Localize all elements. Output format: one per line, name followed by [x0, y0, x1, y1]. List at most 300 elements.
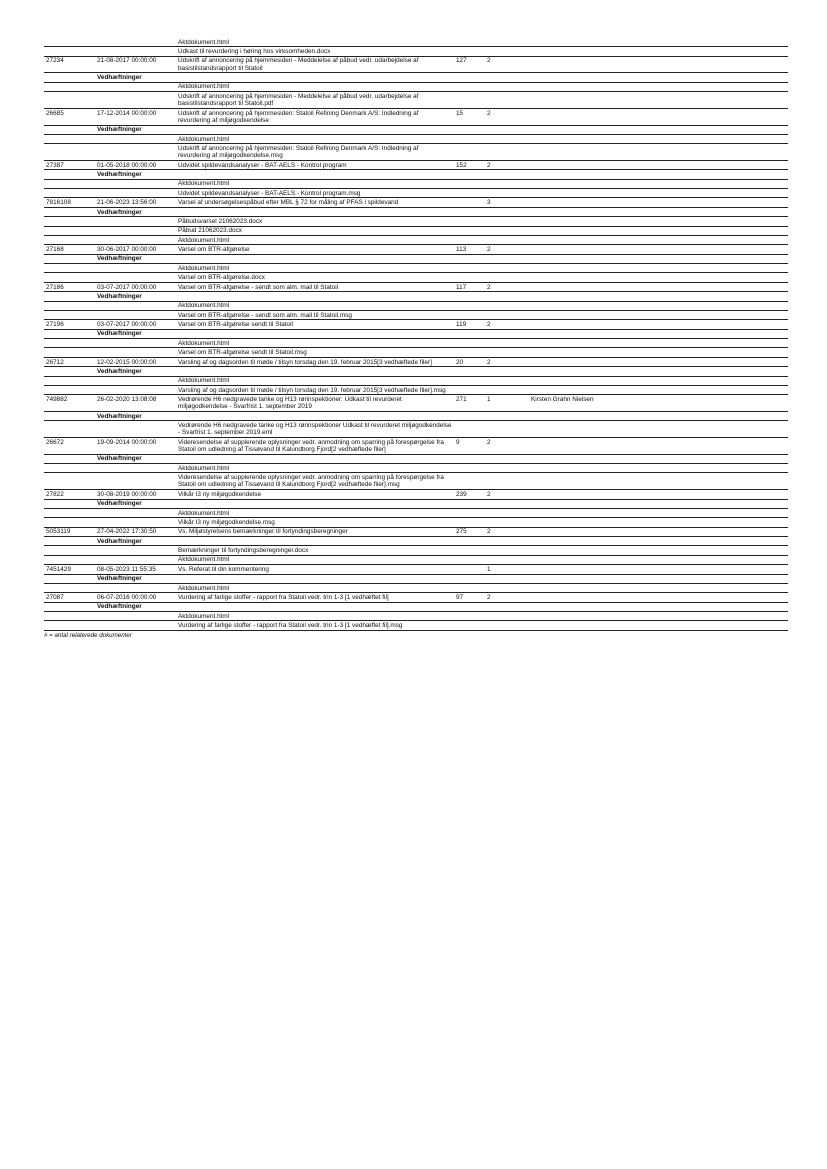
empty-cell: [44, 125, 95, 134]
empty-cell: [485, 411, 529, 420]
empty-cell: [44, 38, 95, 47]
empty-cell: [44, 421, 95, 438]
empty-cell: [44, 376, 95, 385]
attachment-row: [44, 134, 788, 143]
attachment-row: [44, 301, 788, 310]
record-date: 17-12-2014 00:00:00: [95, 108, 176, 125]
empty-cell: [176, 367, 454, 376]
empty-cell: [485, 38, 529, 47]
attachment-filename: Aktdokument.html: [176, 82, 454, 91]
empty-cell: [485, 47, 529, 56]
record-related-count: 2: [485, 108, 529, 125]
empty-cell: [454, 454, 485, 463]
empty-cell: [95, 339, 176, 348]
attachment-row: [44, 464, 788, 473]
empty-cell: [485, 499, 529, 508]
empty-cell: [95, 264, 176, 273]
footnote: # = antal relaterede dokumenter: [44, 631, 132, 639]
empty-cell: [485, 273, 529, 282]
empty-cell: [95, 179, 176, 188]
record-row: [44, 357, 788, 366]
record-date: 26-02-2020 13:08:08: [95, 395, 176, 412]
empty-cell: [485, 134, 529, 143]
empty-cell: [44, 217, 95, 226]
attachment-row: [44, 376, 788, 385]
record-row: [44, 565, 788, 574]
empty-cell: [529, 144, 788, 161]
record-id: 7816108: [44, 198, 95, 207]
empty-cell: [529, 339, 788, 348]
empty-cell: [529, 612, 788, 621]
attachment-filename: Vurdering af farlige stoffer - rapport fra Statoil vedr. trin 1-3 [1 vedhæftet fil].msg: [176, 621, 454, 630]
attachment-filename: Aktdokument.html: [176, 583, 454, 592]
record-title: Udskrift af annoncering på hjemmesiden - Meddelelse af påbud vedr. udarbejdelse af basistilstandsrapport til Statoil: [176, 56, 454, 73]
record-person: [529, 108, 788, 125]
attachments-header: Vedhæftninger: [95, 602, 176, 611]
record-date: 21-08-2017 00:00:00: [95, 56, 176, 73]
record-person: [529, 282, 788, 291]
empty-cell: [44, 144, 95, 161]
record-date: 06-07-2016 00:00:00: [95, 593, 176, 602]
record-id: 26672: [44, 438, 95, 455]
attachments-header-row: [44, 499, 788, 508]
attachments-header: Vedhæftninger: [95, 73, 176, 82]
empty-cell: [44, 367, 95, 376]
empty-cell: [454, 518, 485, 527]
record-title: Vurdering af farlige stoffer - rapport fra Statoil vedr. trin 1-3 [1 vedhæftet fil]: [176, 593, 454, 602]
empty-cell: [529, 537, 788, 546]
empty-cell: [95, 82, 176, 91]
record-date: 03-07-2017 00:00:00: [95, 320, 176, 329]
empty-cell: [529, 226, 788, 235]
attachment-row: [44, 518, 788, 527]
empty-cell: [529, 376, 788, 385]
record-id: 26712: [44, 357, 95, 366]
attachment-row: [44, 144, 788, 161]
empty-cell: [454, 499, 485, 508]
empty-cell: [529, 367, 788, 376]
empty-cell: [95, 226, 176, 235]
empty-cell: [44, 385, 95, 394]
attachments-header-row: [44, 602, 788, 611]
empty-cell: [44, 292, 95, 301]
empty-cell: [454, 602, 485, 611]
attachment-filename: Udskrift af annoncering på hjemmesiden - Meddelelse af påbud vedr. udarbejdelse af basistilstandsrapport til Statoil.pdf: [176, 92, 454, 109]
record-number: 239: [454, 490, 485, 499]
record-person: [529, 527, 788, 536]
empty-cell: [95, 508, 176, 517]
record-number: 117: [454, 282, 485, 291]
record-related-count: 3: [485, 198, 529, 207]
attachment-filename: Aktdokument.html: [176, 301, 454, 310]
empty-cell: [485, 518, 529, 527]
record-id: 27186: [44, 282, 95, 291]
empty-cell: [454, 217, 485, 226]
empty-cell: [529, 92, 788, 109]
record-id: 27234: [44, 56, 95, 73]
attachments-header-row: [44, 329, 788, 338]
attachment-filename: Varsel om BTR-afgørelse - sendt som alm. mail til Statoil.msg: [176, 310, 454, 319]
record-number: 119: [454, 320, 485, 329]
empty-cell: [529, 454, 788, 463]
record-title: Vedrørende H6 nedgravede tanke og H13 rørinspektioner: Udkast til revurderet miljøgodkendelse - Svarfrist 1. september 2019: [176, 395, 454, 412]
record-related-count: 2: [485, 282, 529, 291]
empty-cell: [485, 254, 529, 263]
empty-cell: [454, 508, 485, 517]
record-id: 27168: [44, 245, 95, 254]
empty-cell: [454, 207, 485, 216]
attachment-filename: Aktdokument.html: [176, 264, 454, 273]
record-number: 152: [454, 160, 485, 169]
record-number: 97: [454, 593, 485, 602]
empty-cell: [485, 292, 529, 301]
empty-cell: [529, 73, 788, 82]
empty-cell: [485, 144, 529, 161]
empty-cell: [454, 144, 485, 161]
empty-cell: [95, 144, 176, 161]
empty-cell: [485, 546, 529, 555]
attachment-filename: Videresendelse af supplerende oplysninger vedr. anmodning om sparring på forespørgelse fra Statoil om udledning af Tissøvand til Kalundborg Fjord[2 vedhæftede filer].msg: [176, 473, 454, 490]
attachments-header: Vedhæftninger: [95, 254, 176, 263]
attachment-filename: Påbudsvarsel 21062023.docx: [176, 217, 454, 226]
empty-cell: [485, 226, 529, 235]
record-number: [454, 565, 485, 574]
record-row: [44, 282, 788, 291]
empty-cell: [485, 207, 529, 216]
empty-cell: [95, 189, 176, 198]
attachment-filename: Aktdokument.html: [176, 555, 454, 564]
empty-cell: [485, 217, 529, 226]
record-row: [44, 593, 788, 602]
attachment-filename: Aktdokument.html: [176, 38, 454, 47]
empty-cell: [176, 207, 454, 216]
empty-cell: [529, 264, 788, 273]
record-person: [529, 198, 788, 207]
attachment-row: [44, 179, 788, 188]
empty-cell: [454, 38, 485, 47]
empty-cell: [44, 301, 95, 310]
attachment-row: [44, 385, 788, 394]
empty-cell: [95, 348, 176, 357]
record-date: 03-07-2017 00:00:00: [95, 282, 176, 291]
empty-cell: [95, 47, 176, 56]
record-date: 21-06-2023 13:56:00: [95, 198, 176, 207]
empty-cell: [529, 235, 788, 244]
attachment-row: [44, 38, 788, 47]
record-title: Vs. Miljøstyrelsens bemærkninger til fortyndingsberegninger: [176, 527, 454, 536]
empty-cell: [485, 301, 529, 310]
empty-cell: [44, 348, 95, 357]
empty-cell: [454, 574, 485, 583]
record-date: 27-04-2022 17:30:50: [95, 527, 176, 536]
record-number: 271: [454, 395, 485, 412]
document-page: [44, 38, 788, 639]
empty-cell: [485, 621, 529, 630]
empty-cell: [95, 473, 176, 490]
empty-cell: [454, 339, 485, 348]
record-row: [44, 108, 788, 125]
record-related-count: 2: [485, 438, 529, 455]
empty-cell: [44, 612, 95, 621]
empty-cell: [95, 273, 176, 282]
record-row: [44, 198, 788, 207]
empty-cell: [454, 82, 485, 91]
attachment-row: [44, 612, 788, 621]
empty-cell: [485, 473, 529, 490]
empty-cell: [529, 499, 788, 508]
empty-cell: [485, 367, 529, 376]
record-date: 12-02-2015 00:00:00: [95, 357, 176, 366]
record-person: [529, 490, 788, 499]
record-person: [529, 245, 788, 254]
record-title: Udvidet spildevandsanalyser - BAT-AELS - Kontrol program: [176, 160, 454, 169]
empty-cell: [529, 411, 788, 420]
empty-cell: [454, 179, 485, 188]
empty-cell: [454, 292, 485, 301]
attachments-header: Vedhæftninger: [95, 367, 176, 376]
attachment-filename: Aktdokument.html: [176, 339, 454, 348]
empty-cell: [529, 583, 788, 592]
attachments-header-row: [44, 367, 788, 376]
empty-cell: [44, 207, 95, 216]
empty-cell: [454, 537, 485, 546]
record-related-count: 2: [485, 56, 529, 73]
empty-cell: [44, 339, 95, 348]
empty-cell: [454, 254, 485, 263]
empty-cell: [529, 134, 788, 143]
empty-cell: [454, 621, 485, 630]
empty-cell: [44, 254, 95, 263]
record-person: Kirsten Grahn Nielsen: [529, 395, 788, 412]
record-number: 127: [454, 56, 485, 73]
record-related-count: 2: [485, 357, 529, 366]
attachment-row: [44, 189, 788, 198]
attachment-row: [44, 82, 788, 91]
empty-cell: [529, 473, 788, 490]
empty-cell: [176, 73, 454, 82]
record-title: Vilkår I3 ny miljøgodkendelse: [176, 490, 454, 499]
empty-cell: [529, 464, 788, 473]
empty-cell: [529, 421, 788, 438]
record-related-count: 2: [485, 490, 529, 499]
empty-cell: [44, 310, 95, 319]
empty-cell: [176, 254, 454, 263]
empty-cell: [44, 329, 95, 338]
attachment-filename: Varsling af og dagsorden til møde / tilsyn torsdag den 19. februar 2015[3 vedhæftede filer].msg: [176, 385, 454, 394]
attachment-filename: Varsel om BTR-afgørelse sendt til Statoil.msg: [176, 348, 454, 357]
attachments-header-row: [44, 207, 788, 216]
empty-cell: [95, 555, 176, 564]
empty-cell: [529, 602, 788, 611]
record-person: [529, 438, 788, 455]
record-id: 27196: [44, 320, 95, 329]
record-row: [44, 527, 788, 536]
empty-cell: [454, 47, 485, 56]
record-related-count: 2: [485, 527, 529, 536]
empty-cell: [44, 264, 95, 273]
record-number: 20: [454, 357, 485, 366]
empty-cell: [454, 473, 485, 490]
empty-cell: [529, 47, 788, 56]
attachment-row: [44, 92, 788, 109]
empty-cell: [44, 134, 95, 143]
empty-cell: [485, 421, 529, 438]
empty-cell: [95, 583, 176, 592]
attachment-row: [44, 339, 788, 348]
record-id: 27822: [44, 490, 95, 499]
empty-cell: [529, 179, 788, 188]
attachment-row: [44, 508, 788, 517]
record-id: 5053119: [44, 527, 95, 536]
attachment-row: [44, 348, 788, 357]
empty-cell: [454, 464, 485, 473]
attachment-row: [44, 473, 788, 490]
record-person: [529, 565, 788, 574]
empty-cell: [44, 273, 95, 282]
attachments-header-row: [44, 125, 788, 134]
attachments-header: Vedhæftninger: [95, 329, 176, 338]
record-title: Varsel om BTR-afgørelse - sendt som alm. mail til Statoil: [176, 282, 454, 291]
empty-cell: [454, 92, 485, 109]
attachment-filename: Aktdokument.html: [176, 612, 454, 621]
empty-cell: [454, 273, 485, 282]
empty-cell: [485, 555, 529, 564]
attachments-header: Vedhæftninger: [95, 411, 176, 420]
attachment-row: [44, 273, 788, 282]
empty-cell: [485, 170, 529, 179]
record-related-count: 2: [485, 320, 529, 329]
empty-cell: [95, 612, 176, 621]
empty-cell: [529, 310, 788, 319]
empty-cell: [95, 134, 176, 143]
record-date: 19-09-2014 00:00:00: [95, 438, 176, 455]
record-title: Videresendelse af supplerende oplysninger vedr. anmodning om sparring på forespørgelse fra Statoil om udledning af Tissøvand til Kalundborg Fjord[2 vedhæftede filer]: [176, 438, 454, 455]
record-id: 27087: [44, 593, 95, 602]
empty-cell: [176, 125, 454, 134]
empty-cell: [485, 339, 529, 348]
record-number: 9: [454, 438, 485, 455]
empty-cell: [95, 301, 176, 310]
attachments-header-row: [44, 411, 788, 420]
empty-cell: [95, 518, 176, 527]
record-person: [529, 56, 788, 73]
record-id: 26685: [44, 108, 95, 125]
empty-cell: [485, 537, 529, 546]
empty-cell: [95, 376, 176, 385]
record-id: 749882: [44, 395, 95, 412]
empty-cell: [454, 385, 485, 394]
record-number: 275: [454, 527, 485, 536]
attachment-row: [44, 226, 788, 235]
empty-cell: [485, 385, 529, 394]
attachments-header: Vedhæftninger: [95, 292, 176, 301]
empty-cell: [485, 189, 529, 198]
record-related-count: 2: [485, 593, 529, 602]
empty-cell: [44, 583, 95, 592]
empty-cell: [454, 170, 485, 179]
empty-cell: [176, 454, 454, 463]
empty-cell: [485, 454, 529, 463]
empty-cell: [485, 602, 529, 611]
record-id: 7451429: [44, 565, 95, 574]
empty-cell: [176, 329, 454, 338]
attachments-header: Vedhæftninger: [95, 125, 176, 134]
attachment-filename: Vedrørende H6 nedgravede tanke og H13 rørinspektioner Udkast til revurderet miljøgodkendelse - Svarfrist 1. september 2019.eml: [176, 421, 454, 438]
attachment-row: [44, 47, 788, 56]
empty-cell: [95, 38, 176, 47]
record-row: [44, 320, 788, 329]
empty-cell: [176, 574, 454, 583]
empty-cell: [485, 92, 529, 109]
empty-cell: [44, 179, 95, 188]
empty-cell: [44, 189, 95, 198]
empty-cell: [44, 621, 95, 630]
empty-cell: [485, 329, 529, 338]
empty-cell: [44, 546, 95, 555]
attachment-row: [44, 235, 788, 244]
empty-cell: [44, 82, 95, 91]
record-row: [44, 395, 788, 412]
empty-cell: [454, 226, 485, 235]
empty-cell: [44, 537, 95, 546]
attachments-header: Vedhæftninger: [95, 170, 176, 179]
empty-cell: [44, 464, 95, 473]
empty-cell: [44, 574, 95, 583]
attachment-filename: Aktdokument.html: [176, 134, 454, 143]
empty-cell: [44, 602, 95, 611]
empty-cell: [95, 92, 176, 109]
empty-cell: [454, 301, 485, 310]
record-related-count: 2: [485, 160, 529, 169]
empty-cell: [529, 207, 788, 216]
empty-cell: [485, 348, 529, 357]
attachment-filename: Aktdokument.html: [176, 508, 454, 517]
empty-cell: [529, 508, 788, 517]
empty-cell: [529, 217, 788, 226]
attachments-header-row: [44, 574, 788, 583]
record-person: [529, 357, 788, 366]
record-title: Varsel af undersøgelsespåbud efter MBL § 72 for måling af PFAS i spildevand: [176, 198, 454, 207]
empty-cell: [485, 310, 529, 319]
empty-cell: [176, 292, 454, 301]
attachment-row: [44, 217, 788, 226]
empty-cell: [485, 464, 529, 473]
empty-cell: [44, 454, 95, 463]
empty-cell: [44, 508, 95, 517]
record-number: 113: [454, 245, 485, 254]
empty-cell: [529, 385, 788, 394]
empty-cell: [529, 254, 788, 263]
empty-cell: [454, 310, 485, 319]
record-title: Varsel om BTR-afgørelse: [176, 245, 454, 254]
empty-cell: [95, 464, 176, 473]
empty-cell: [176, 499, 454, 508]
empty-cell: [485, 179, 529, 188]
empty-cell: [95, 385, 176, 394]
record-date: 08-05-2023 11:55:35: [95, 565, 176, 574]
empty-cell: [176, 602, 454, 611]
attachment-filename: Varsel om BTR-afgørelse.docx: [176, 273, 454, 282]
empty-cell: [454, 546, 485, 555]
empty-cell: [454, 73, 485, 82]
record-row: [44, 56, 788, 73]
empty-cell: [485, 376, 529, 385]
attachment-filename: Aktdokument.html: [176, 464, 454, 473]
record-row: [44, 490, 788, 499]
empty-cell: [95, 421, 176, 438]
attachments-header-row: [44, 254, 788, 263]
attachment-row: [44, 421, 788, 438]
